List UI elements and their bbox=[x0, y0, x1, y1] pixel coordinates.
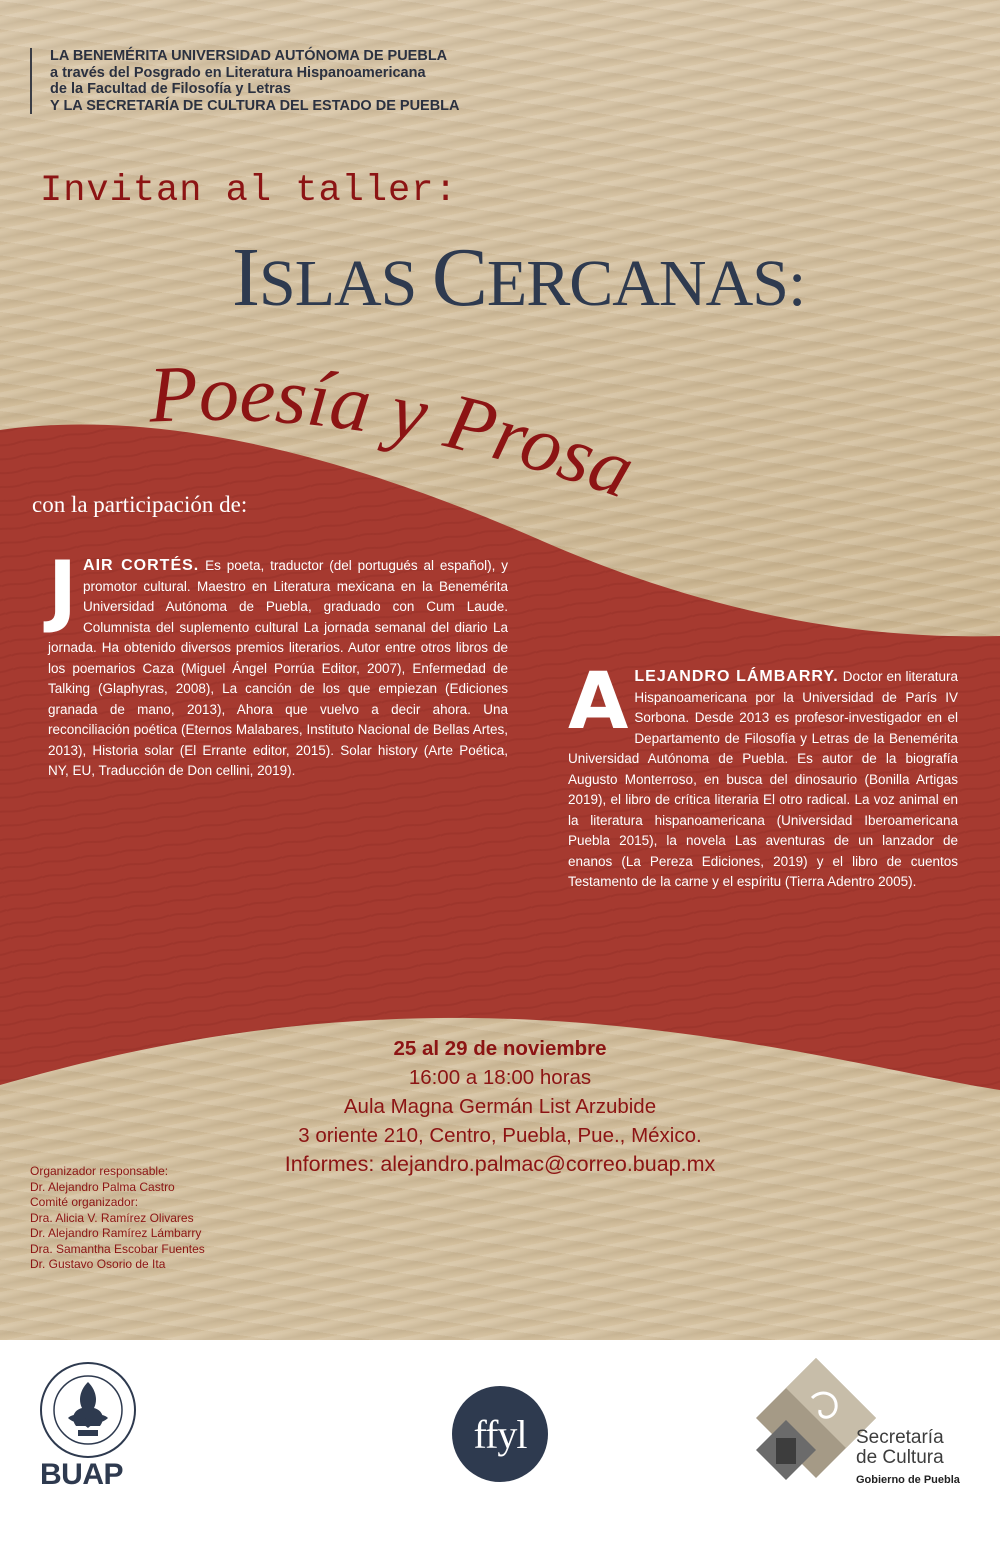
organizer-line: a través del Posgrado en Literatura Hispanoamericana bbox=[50, 64, 426, 81]
buap-seal-icon bbox=[38, 1360, 138, 1460]
committee-line: Organizador responsable: bbox=[30, 1164, 169, 1178]
buap-wordmark: BUAP bbox=[40, 1458, 124, 1491]
event-address: 3 oriente 210, Centro, Puebla, Pue., México. bbox=[298, 1124, 702, 1147]
organizer-line: Y LA SECRETARÍA DE CULTURA DEL ESTADO DE PUEBLA bbox=[50, 97, 460, 114]
bio-jair-cortes bbox=[48, 546, 508, 782]
title-cercanas-rest: ERCANAS: bbox=[486, 247, 806, 320]
secretaria-line-2: de Cultura bbox=[856, 1447, 944, 1468]
title-cap-c: C bbox=[431, 231, 487, 324]
secretaria-line-1: Secretaría bbox=[856, 1427, 944, 1448]
organizer-line: de la Facultad de Filosofía y Letras bbox=[50, 81, 291, 97]
bio-text: Doctor en literatura Hispanoamericana por la Universidad de París IV Sorbona. Desde 2013 es profesor-investigador en el Departamento de Filosofía y Letras de la Benemérita Universidad Autónoma de Puebla. Es autor de la biografía Augusto Monterroso, en busca del dinosaurio (Bonilla Artigas 2019), el libro de crítica literaria El otro radical. La voz animal en la literatura hispanoamericana (Universidad Iberoamericana Puebla 2015), la novela Las aventuras de un lanzador de enanos (La Pereza Ediciones, 2019) y el libro de cuentos Testamento de la carne y el espíritu (Tierra Adentro 2005). bbox=[568, 669, 958, 889]
bio-name: LEJANDRO LÁMBARRY. bbox=[634, 668, 839, 685]
gobierno-puebla-label: Gobierno de Puebla bbox=[856, 1474, 960, 1486]
committee-line: Dr. Alejandro Ramírez Lámbarry bbox=[30, 1226, 202, 1240]
bio-name: AIR CORTÉS. bbox=[83, 557, 200, 574]
footer-logos bbox=[0, 1340, 1000, 1545]
event-info-contact: Informes: alejandro.palmac@correo.buap.mx bbox=[284, 1152, 716, 1176]
bio-dropcap: J bbox=[48, 546, 78, 636]
title-islas-rest: SLAS bbox=[258, 247, 432, 320]
workshop-title bbox=[232, 231, 806, 324]
invite-heading: Invitan al taller: bbox=[40, 170, 458, 212]
event-dates: 25 al 29 de noviembre bbox=[393, 1037, 607, 1060]
committee-line: Dra. Samantha Escobar Fuentes bbox=[30, 1241, 205, 1256]
svg-text:Poesía y Prosa bbox=[146, 350, 645, 515]
event-details bbox=[0, 1034, 1000, 1179]
participation-heading: con la participación de: bbox=[32, 492, 248, 517]
organizer-institutions bbox=[30, 48, 460, 114]
committee-line: Dr. Gustavo Osorio de Ita bbox=[30, 1257, 166, 1271]
ffyl-logo: ffyl bbox=[452, 1386, 548, 1482]
secretaria-name bbox=[856, 1428, 944, 1468]
bio-dropcap: A bbox=[568, 657, 629, 747]
subtitle-text: Poesía y Prosa bbox=[147, 349, 646, 516]
title-cap-i: I bbox=[232, 231, 259, 324]
bio-text: Es poeta, traductor (del portugués al español), y promotor cultural. Maestro en Literatura mexicana en la Benemérita Universidad Autónoma de Puebla, graduado con Cum Laude. Columnista del suplemento cultural La jornada semanal del diario La jornada. Ha obtenido diversos premios literarios. Autor entre otros libros de los poemarios Caza (Miguel Ángel Porrúa Editor, 2007), Enfermedad de Talking (Glaphyras, 2008), La canción de los que empiezan (Ediciones granada de mano, 2013), Ahora que vuelvo a decir ahora. Una reconciliación poética (Eternos Malabares, Instituto Nacional de Bellas Artes, 2013), Historia solar (El Errante editor, 2015). Solar history (Arte Poética, NY, EU, Traducción de Don cellini, 2019). bbox=[48, 558, 508, 778]
bio-alejandro-lambarry bbox=[568, 657, 958, 893]
committee-line: Comité organizador: bbox=[30, 1195, 139, 1209]
event-hours: 16:00 a 18:00 horas bbox=[408, 1066, 592, 1089]
organizing-committee bbox=[30, 1164, 205, 1273]
committee-line: Dr. Alejandro Palma Castro bbox=[30, 1179, 175, 1194]
organizer-line: LA BENEMÉRITA UNIVERSIDAD AUTÓNOMA DE PUEBLA bbox=[50, 48, 448, 64]
event-venue: Aula Magna Germán List Arzubide bbox=[343, 1095, 657, 1118]
committee-line: Dra. Alicia V. Ramírez Olivares bbox=[30, 1210, 194, 1225]
workshop-subtitle bbox=[0, 330, 1000, 580]
